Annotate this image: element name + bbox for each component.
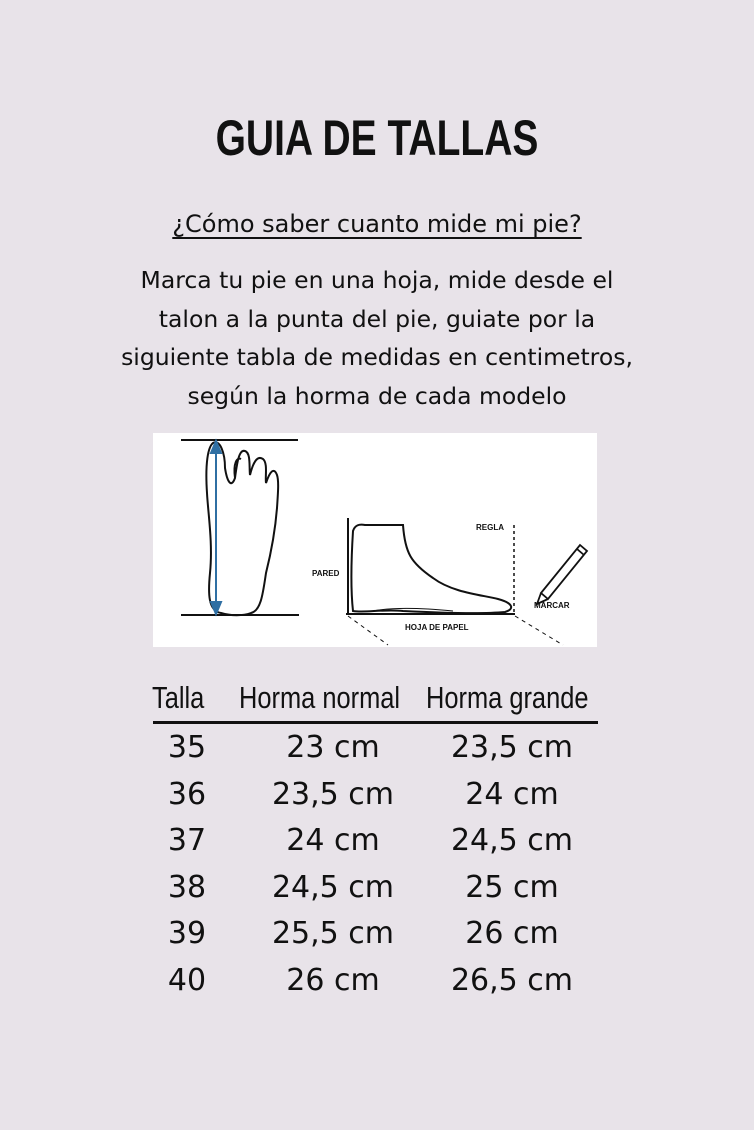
cell-talla: 39 xyxy=(167,916,207,951)
cell-horma-normal: 23 cm xyxy=(286,730,380,765)
table-row xyxy=(150,777,610,824)
header-horma-grande: Horma grande xyxy=(426,680,589,715)
pencil-icon xyxy=(537,545,587,604)
foot-top-view-icon xyxy=(181,440,299,615)
table-row xyxy=(150,916,610,963)
cell-talla: 38 xyxy=(167,869,207,905)
cell-talla: 35 xyxy=(167,730,207,765)
instructions-line: siguiente tabla de medidas en centimetros, xyxy=(121,343,633,371)
size-table xyxy=(150,678,610,1009)
instructions-line: Marca tu pie en una hoja, mide desde el xyxy=(140,266,614,294)
marcar-label: MARCAR xyxy=(534,601,570,610)
size-table-header xyxy=(150,678,610,722)
pared-label: PARED xyxy=(312,569,340,578)
cell-horma-grande: 24 cm xyxy=(465,776,559,812)
subtitle-question: ¿Cómo saber cuanto mide mi pie? xyxy=(172,210,582,238)
instructions-line: talon a la punta del pie, guiate por la xyxy=(158,304,596,333)
table-row xyxy=(150,730,610,777)
foot-measurement-illustration xyxy=(153,433,597,647)
cell-horma-normal: 26 cm xyxy=(286,962,380,998)
cell-horma-normal: 25,5 cm xyxy=(271,916,395,951)
foot-measurement-diagram xyxy=(153,433,597,647)
cell-horma-grande: 23,5 cm xyxy=(450,730,574,765)
foot-side-view-icon xyxy=(346,518,515,615)
regla-label: REGLA xyxy=(476,523,504,532)
table-row xyxy=(150,963,610,1010)
cell-horma-grande: 25 cm xyxy=(465,869,559,905)
hoja-label: HOJA DE PAPEL xyxy=(405,623,469,632)
cell-talla: 36 xyxy=(167,776,207,812)
table-row xyxy=(150,823,610,870)
page-title: GUIA DE TALLAS xyxy=(215,110,539,166)
header-talla: Talla xyxy=(152,680,205,715)
cell-horma-grande: 26 cm xyxy=(465,916,559,951)
cell-horma-grande: 26,5 cm xyxy=(450,962,574,998)
cell-horma-normal: 24 cm xyxy=(286,823,380,858)
header-divider xyxy=(153,721,598,724)
instructions-text xyxy=(77,261,677,415)
cell-horma-grande: 24,5 cm xyxy=(450,823,574,858)
table-row xyxy=(150,870,610,917)
instructions-line: según la horma de cada modelo xyxy=(187,381,567,410)
cell-talla: 37 xyxy=(167,823,207,858)
length-arrow-icon xyxy=(211,441,221,614)
cell-horma-normal: 24,5 cm xyxy=(271,869,395,905)
cell-horma-normal: 23,5 cm xyxy=(271,776,395,812)
cell-talla: 40 xyxy=(167,962,207,998)
header-horma-normal: Horma normal xyxy=(239,680,401,715)
